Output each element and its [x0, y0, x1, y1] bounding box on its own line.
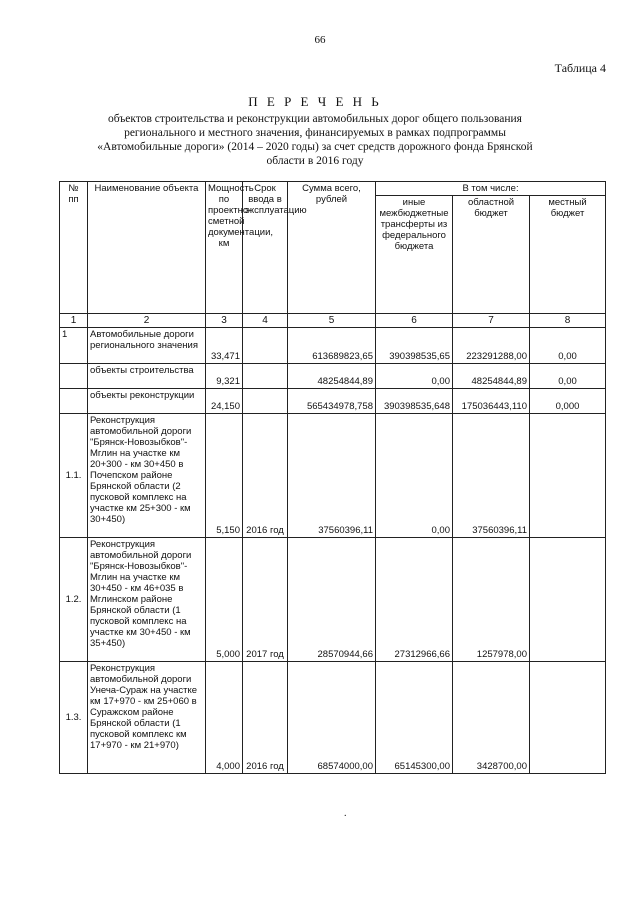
column-number: 6	[376, 314, 453, 328]
header-num: № пп	[60, 182, 88, 314]
row-capacity: 5,150	[206, 414, 243, 538]
row-interbudget: 390398535,65	[376, 328, 453, 364]
row-name: Реконструкция автомобильной дороги "Брянск-Новозыбков"-Мглин на участке км 20+300 - км 30+450 в Почепском районе Брянской области (2 пусковой комплекс на участке км 25+300 - км 30+450)	[88, 414, 206, 538]
header-capacity: Мощность по проектно-сметной документации, км	[206, 182, 243, 314]
row-regional: 1257978,00	[453, 538, 530, 662]
row-capacity: 5,000	[206, 538, 243, 662]
row-term	[243, 389, 288, 414]
row-num: 1	[60, 328, 88, 364]
column-number: 4	[243, 314, 288, 328]
column-number: 7	[453, 314, 530, 328]
table-row	[60, 414, 606, 538]
row-local	[530, 662, 606, 774]
row-interbudget: 0,00	[376, 414, 453, 538]
row-local: 0,000	[530, 389, 606, 414]
row-term: 2016 год	[243, 662, 288, 774]
column-number: 2	[88, 314, 206, 328]
document-heading	[90, 94, 540, 168]
row-interbudget: 390398535,648	[376, 389, 453, 414]
table-label: Таблица 4	[554, 61, 606, 75]
row-capacity: 24,150	[206, 389, 243, 414]
row-total: 613689823,65	[288, 328, 376, 364]
row-num: 1.3.	[60, 662, 88, 774]
row-name: объекты реконструкции	[88, 389, 206, 414]
column-number: 5	[288, 314, 376, 328]
row-num: 1.2.	[60, 538, 88, 662]
row-term: 2016 год	[243, 414, 288, 538]
row-local	[530, 538, 606, 662]
header-name: Наименование объекта	[88, 182, 206, 314]
table-row	[60, 662, 606, 774]
row-name: Автомобильные дороги регионального значения	[88, 328, 206, 364]
row-interbudget: 65145300,00	[376, 662, 453, 774]
row-name: Реконструкция автомобильной дороги "Брянск-Новозыбков"-Мглин на участке км 30+450 - км 46+035 в Мглинском районе Брянской области (1 пусковой комплекс на участке км 30+450 - км 35+450)	[88, 538, 206, 662]
row-local: 0,00	[530, 328, 606, 364]
table-row	[60, 364, 606, 389]
table-row	[60, 389, 606, 414]
document-subtitle	[90, 112, 540, 168]
row-capacity: 4,000	[206, 662, 243, 774]
row-interbudget: 27312966,66	[376, 538, 453, 662]
subtitle-line: «Автомобильные дороги» (2014 – 2020 годы) за счет средств дорожного фонда Брянской	[97, 141, 533, 153]
column-number: 8	[530, 314, 606, 328]
header-term: Срок ввода в эксплуатацию	[243, 182, 288, 314]
row-capacity: 9,321	[206, 364, 243, 389]
row-total: 48254844,89	[288, 364, 376, 389]
table-row	[60, 328, 606, 364]
column-number: 1	[60, 314, 88, 328]
page-number: 66	[314, 34, 326, 46]
row-regional: 48254844,89	[453, 364, 530, 389]
row-local	[530, 414, 606, 538]
row-term: 2017 год	[243, 538, 288, 662]
row-local: 0,00	[530, 364, 606, 389]
row-capacity: 33,471	[206, 328, 243, 364]
row-name: объекты строительства	[88, 364, 206, 389]
subtitle-line: области в 2016 году	[266, 155, 364, 167]
subtitle-line: объектов строительства и реконструкции автомобильных дорог общего пользования	[108, 113, 522, 125]
row-num	[60, 364, 88, 389]
header-interbudget: иные межбюджетные трансферты из федерального бюджета	[376, 196, 453, 314]
row-regional: 37560396,11	[453, 414, 530, 538]
row-regional: 175036443,110	[453, 389, 530, 414]
row-total: 565434978,758	[288, 389, 376, 414]
document-title: П Е Р Е Ч Е Н Ь	[248, 94, 382, 109]
row-regional: 223291288,00	[453, 328, 530, 364]
trailing-mark: .	[344, 808, 347, 819]
header-including: В том числе:	[376, 182, 606, 196]
row-total: 37560396,11	[288, 414, 376, 538]
row-total: 28570944,66	[288, 538, 376, 662]
header-local: местный бюджет	[530, 196, 606, 314]
header-regional: областной бюджет	[453, 196, 530, 314]
row-term	[243, 364, 288, 389]
row-num	[60, 389, 88, 414]
objects-table	[59, 181, 606, 774]
row-regional: 3428700,00	[453, 662, 530, 774]
table-row	[60, 538, 606, 662]
subtitle-line: регионального и местного значения, финансируемых в рамках подпрограммы	[124, 127, 506, 139]
header-total: Сумма всего, рублей	[288, 182, 376, 314]
column-number: 3	[206, 314, 243, 328]
row-num: 1.1.	[60, 414, 88, 538]
row-name: Реконструкция автомобильной дороги Унеча-Сураж на участке км 17+970 - км 25+060 в Суражском районе Брянской области (1 пусковой комплекс км 17+970 - км 21+970)	[88, 662, 206, 774]
row-interbudget: 0,00	[376, 364, 453, 389]
row-term	[243, 328, 288, 364]
row-total: 68574000,00	[288, 662, 376, 774]
